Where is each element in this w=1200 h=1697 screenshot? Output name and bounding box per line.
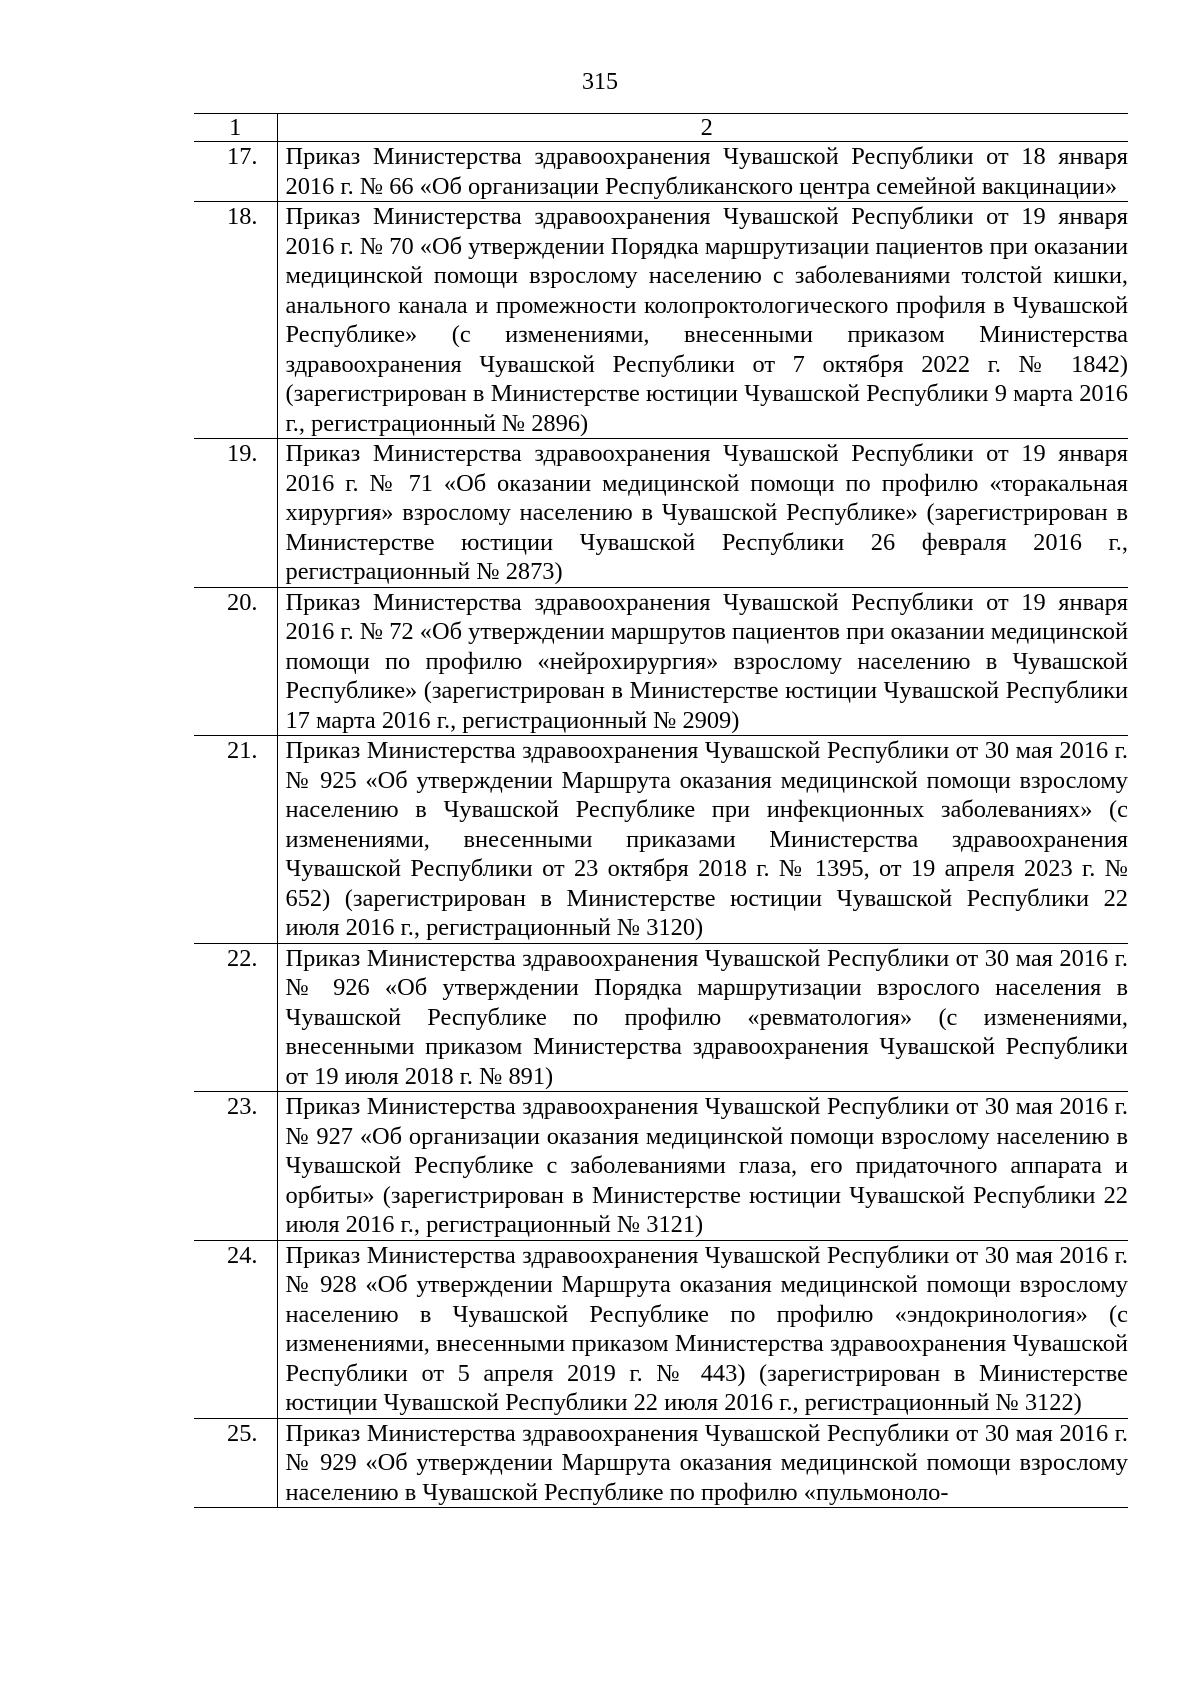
row-number: 20. — [194, 587, 277, 736]
row-document-text: Приказ Министерства здравоохранения Чувашской Республики от 18 января 2016 г. № 66 «Об организации Республиканского центра семейной вакцинации» — [277, 142, 1128, 202]
row-document-text: Приказ Министерства здравоохранения Чувашской Республики от 30 мая 2016 г. № 929 «Об утверждении Маршрута оказания медицинской помощи взрослому населению в Чувашской Республике по профилю «пульмоноло- — [277, 1418, 1128, 1508]
row-number: 18. — [194, 202, 277, 439]
header-col-1: 1 — [194, 114, 277, 142]
row-document-text: Приказ Министерства здравоохранения Чувашской Республики от 30 мая 2016 г. № 925 «Об утверждении Маршрута оказания медицинской помощи взрослому населению в Чувашской Республике при инфекционных заболеваниях» (с изменениями, внесенными приказами Министерства здравоохранения Чувашской Республики от 23 октября 2018 г. № 1395, от 19 апреля 2023 г. № 652) (зарегистрирован в Министерстве юстиции Чувашской Республики 22 июля 2016 г., регистрационный № 3120) — [277, 736, 1128, 944]
row-document-text: Приказ Министерства здравоохранения Чувашской Республики от 19 января 2016 г. № 71 «Об оказании медицинской помощи по профилю «торакальная хирургия» взрослому населению в Чувашской Республике» (зарегистрирован в Министерстве юстиции Чувашской Республики 26 февраля 2016 г., регистрационный № 2873) — [277, 439, 1128, 588]
table-row — [194, 1092, 1128, 1241]
row-document-text: Приказ Министерства здравоохранения Чувашской Республики от 19 января 2016 г. № 70 «Об утверждении Порядка маршрутизации пациентов при оказании медицинской помощи взрослому населению с заболеваниями толстой кишки, анального канала и промежности колопроктологического профиля в Чувашской Республике» (с изменениями, внесенными приказом Министерства здравоохранения Чувашской Республики от 7 октября 2022 г. № 1842) (зарегистрирован в Министерстве юстиции Чувашской Республики 9 марта 2016 г., регистрационный № 2896) — [277, 202, 1128, 439]
page-number: 315 — [582, 69, 618, 95]
row-document-text: Приказ Министерства здравоохранения Чувашской Республики от 30 мая 2016 г. № 926 «Об утверждении Порядка маршрутизации взрослого населения в Чувашской Республике по профилю «ревматология» (с изменениями, внесенными приказом Министерства здравоохранения Чувашской Республики от 19 июля 2018 г. № 891) — [277, 943, 1128, 1092]
row-number: 23. — [194, 1092, 277, 1241]
row-number: 24. — [194, 1240, 277, 1418]
row-number: 22. — [194, 943, 277, 1092]
row-document-text: Приказ Министерства здравоохранения Чувашской Республики от 30 мая 2016 г. № 928 «Об утверждении Маршрута оказания медицинской помощи взрослому населению в Чувашской Республике по профилю «эндокринология» (с изменениями, внесенными приказом Министерства здравоохранения Чувашской Республики от 5 апреля 2019 г. № 443) (зарегистрирован в Министерстве юстиции Чувашской Республики 22 июля 2016 г., регистрационный № 3122) — [277, 1240, 1128, 1418]
orders-table — [194, 113, 1128, 1508]
table-header-row — [194, 114, 1128, 142]
table-row — [194, 1418, 1128, 1508]
table-row — [194, 202, 1128, 439]
row-document-text: Приказ Министерства здравоохранения Чувашской Республики от 19 января 2016 г. № 72 «Об утверждении маршрутов пациентов при оказании медицинской помощи по профилю «нейрохирургия» взрослому населению в Чувашской Республике» (зарегистрирован в Министерстве юстиции Чувашской Республики 17 марта 2016 г., регистрационный № 2909) — [277, 587, 1128, 736]
header-col-2: 2 — [277, 114, 1128, 142]
row-number: 21. — [194, 736, 277, 944]
table-row — [194, 736, 1128, 944]
table-row — [194, 1240, 1128, 1418]
table-row — [194, 142, 1128, 202]
row-number: 25. — [194, 1418, 277, 1508]
table-row — [194, 943, 1128, 1092]
row-number: 19. — [194, 439, 277, 588]
row-number: 17. — [194, 142, 277, 202]
orders-table-body — [194, 114, 1128, 1508]
table-row — [194, 439, 1128, 588]
table-row — [194, 587, 1128, 736]
row-document-text: Приказ Министерства здравоохранения Чувашской Республики от 30 мая 2016 г. № 927 «Об организации оказания медицинской помощи взрослому населению в Чувашской Республике с заболеваниями глаза, его придаточного аппарата и орбиты» (зарегистрирован в Министерстве юстиции Чувашской Республики 22 июля 2016 г., регистрационный № 3121) — [277, 1092, 1128, 1241]
